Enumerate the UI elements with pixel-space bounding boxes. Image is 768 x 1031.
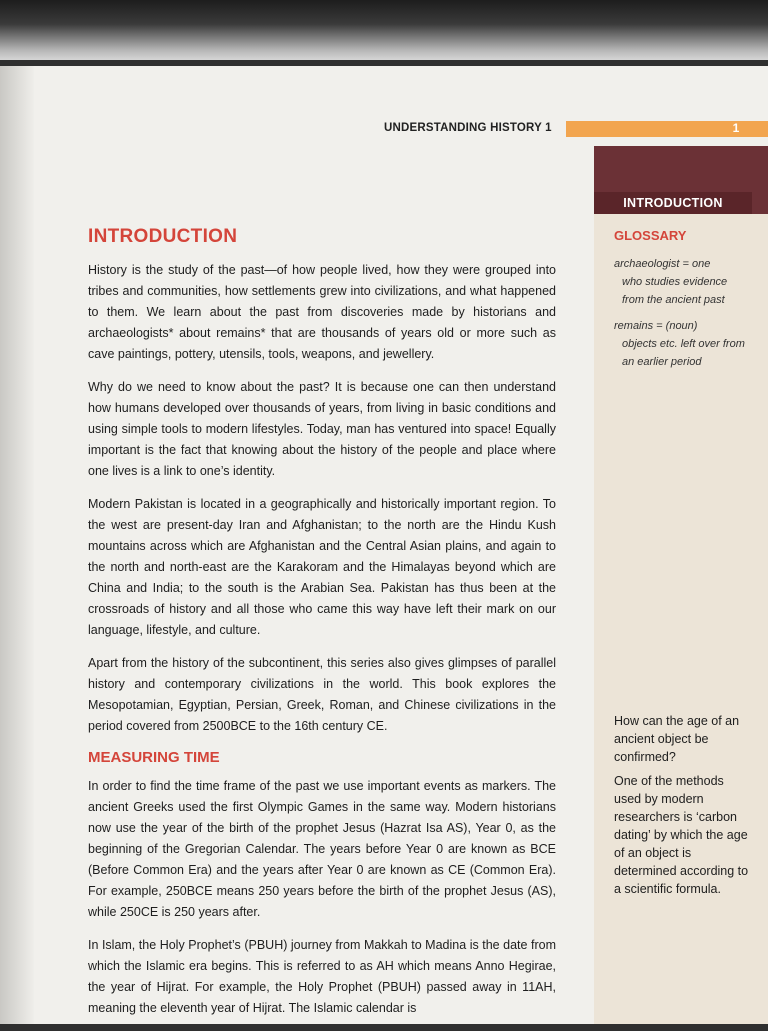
running-header: UNDERSTANDING HISTORY 1 [384, 122, 552, 134]
glossary-entry [614, 255, 748, 309]
page-gutter-shadow [0, 66, 34, 1024]
glossary-title: GLOSSARY [614, 228, 687, 243]
main-text-column [88, 226, 556, 1031]
paragraph: History is the study of the past—of how people lived, how they were grouped into tribes and communities, how settlements grew into civilizations, and what happened to them. We learn about the past from discoveries made by historians and archaeologists* about remains* that are thousands of years old or more such as cave paintings, pottery, utensils, tools, weapons, and jewellery. [88, 263, 556, 361]
glossary-definition: objects etc. left over from an earlier period [622, 338, 745, 368]
paragraph: Modern Pakistan is located in a geographically and historically important region. To the west are present-day Iran and Afghanistan; to the north are the Hindu Kush mountains across which are Afghanistan and the Central Asian plains, and again to the north and north-east are the Karakoram and the Himalayas beyond which are China and India; to the south is the Arabian Sea. Pakistan has thus been at the crossroads of history and all those who came this way have left their mark on our language, lifestyle, and culture. [88, 497, 556, 637]
glossary-term: archaeologist = one [614, 258, 711, 270]
paragraph: In Islam, the Holy Prophet’s (PBUH) journey from Makkah to Madina is the date from which the Islamic era begins. This is referred to as AH which means Anno Hegirae, the year of Hijrat. For example, the Holy Prophet (PBUH) passed away in 11AH, meaning the eleventh year of Hijrat. The Islamic calendar is [88, 938, 556, 1015]
paragraph: Apart from the history of the subcontinent, this series also gives glimpses of parallel history and contemporary civilizations in the world. This book explores the Mesopotamian, Egyptian, Persian, Greek, Roman, and Chinese civilizations in the period covered from 2500BCE to the 16th century CE. [88, 656, 556, 733]
paragraph: Why do we need to know about the past? It is because one can then understand how humans developed over thousands of years, from living in basic conditions and using simple tools to modern lifestyles. Today, man has ventured into space! Equally important is the fact that knowing about the history of the people and place where one lives is a link to one’s identity. [88, 380, 556, 478]
section-tab-label: INTRODUCTION [594, 192, 752, 214]
sidebar-note [614, 712, 754, 904]
section-heading: MEASURING TIME [88, 749, 220, 766]
book-page [0, 66, 768, 1024]
glossary-term: remains = (noun) [614, 320, 698, 332]
scanner-edge [0, 0, 768, 60]
sidebar-answer: One of the methods used by modern researchers is ‘carbon dating’ by which the age of an object is determined according to a scientific formula. [614, 774, 749, 896]
page-number: 1 [732, 121, 740, 135]
page-title: INTRODUCTION [88, 226, 238, 247]
glossary-entry [614, 317, 748, 371]
glossary-definition: who studies evidence from the ancient past [622, 276, 728, 306]
sidebar-question: How can the age of an ancient object be confirmed? [614, 714, 740, 764]
paragraph: In order to find the time frame of the past we use important events as markers. The ancient Greeks used the first Olympic Games in the same way. Modern historians now use the year of the birth of the prophet Jesus (Hazrat Isa AS), Year 0, as the beginning of the Gregorian Calendar. The years before Year 0 are known as BCE (Before Common Era) and the years after Year 0 are known as CE (Common Era). For example, 250BCE means 250 years before the birth of the prophet Jesus (AS), while 250CE is 250 years after. [88, 779, 556, 919]
glossary-box [614, 228, 748, 379]
